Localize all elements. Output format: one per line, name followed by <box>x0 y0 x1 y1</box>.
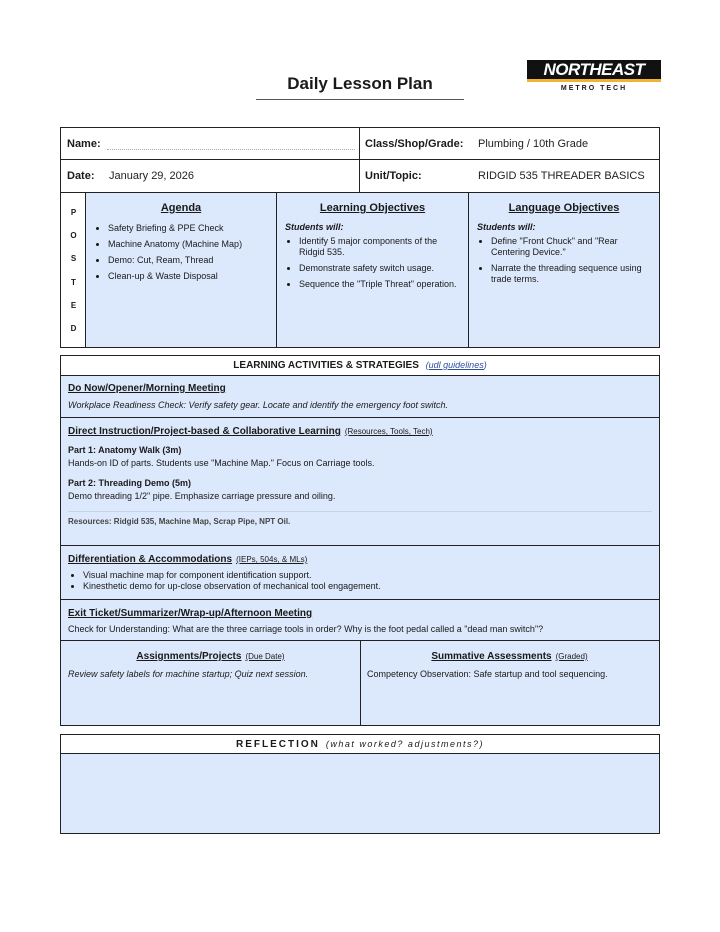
assignments-tag: (Due Date) <box>245 652 285 661</box>
page-title: Daily Lesson Plan <box>287 74 433 93</box>
name-field-line <box>107 149 355 150</box>
date-label: Date: <box>67 170 95 182</box>
exit-ticket-text: Check for Understanding: What are the three carriage tools in order? Why is the foot pedal called a "dead man switch"? <box>68 624 544 634</box>
logo-wordmark: NORTHEAST <box>543 59 645 79</box>
learning-objective-item: • Demonstrate safety switch usage. <box>299 263 460 274</box>
language-objectives-heading: Language Objectives <box>508 202 620 214</box>
differentiation-item: • Kinesthetic demo for up-close observation of mechanical tool engagement. <box>83 581 381 592</box>
posted-letter: O <box>70 231 77 240</box>
activities-panel <box>60 355 660 726</box>
agenda-item: • Machine Anatomy (Machine Map) <box>108 239 268 250</box>
agenda-list <box>108 223 268 282</box>
reflection-panel <box>60 734 660 834</box>
posted-column <box>61 193 86 347</box>
school-logo <box>527 60 661 92</box>
logo-subtitle: METRO TECH <box>560 85 628 92</box>
learning-objective-item: • Sequence the "Triple Threat" operation. <box>299 279 460 290</box>
learning-objectives-column <box>277 193 469 347</box>
posted-letter: S <box>70 254 77 263</box>
do-now-section <box>61 376 659 418</box>
learning-objective-item: • Identify 5 major components of the Ridgid 535. <box>299 236 460 258</box>
unit-value[interactable]: RIDGID 535 THREADER BASICS <box>478 170 645 182</box>
language-objectives-column <box>469 193 659 347</box>
learning-objectives-list <box>299 236 460 290</box>
reflection-title: REFLECTION <box>236 739 320 750</box>
direct-instruction-title: Direct Instruction/Project-based & Collaborative Learning <box>68 426 341 437</box>
reflection-text-area[interactable] <box>61 755 659 833</box>
exit-ticket-title: Exit Ticket/Summarizer/Wrap-up/Afternoon Meeting <box>68 608 313 619</box>
posted-letter: P <box>70 208 77 217</box>
part2-title: Part 2: Threading Demo (5m) <box>68 478 192 488</box>
reflection-heading <box>61 735 659 754</box>
do-now-title: Do Now/Opener/Morning Meeting <box>68 383 226 394</box>
students-will-label: Students will: <box>285 222 344 232</box>
exit-ticket-section <box>61 600 659 641</box>
students-will-label: Students will: <box>477 222 536 232</box>
resources-text: Resources: Ridgid 535, Machine Map, Scrap Pipe, NPT Oil. <box>68 517 291 526</box>
assignments-text: Review safety labels for machine startup; Quiz next session. <box>68 669 309 679</box>
title-underline <box>256 99 464 100</box>
summative-title: Summative Assessments <box>431 651 552 662</box>
differentiation-item: • Visual machine map for component identification support. <box>83 570 381 581</box>
summative-text: Competency Observation: Safe startup and tool sequencing. <box>367 669 608 679</box>
header-table <box>60 127 660 193</box>
objectives-panel <box>60 192 660 348</box>
language-objectives-list <box>491 236 651 285</box>
agenda-item: • Demo: Cut, Ream, Thread <box>108 255 268 266</box>
agenda-item: • Safety Briefing & PPE Check <box>108 223 268 234</box>
part1-title: Part 1: Anatomy Walk (3m) <box>68 445 182 455</box>
class-value[interactable]: Plumbing / 10th Grade <box>478 138 589 150</box>
udl-guidelines-link[interactable]: udl guidelines <box>428 360 484 370</box>
agenda-column <box>86 193 277 347</box>
posted-letter: E <box>70 301 77 310</box>
activities-heading: LEARNING ACTIVITIES & STRATEGIES (udl guidelines) <box>61 356 659 376</box>
direct-instruction-section <box>61 418 659 546</box>
assessment-row <box>61 641 659 725</box>
language-objective-item: • Narrate the threading sequence using trade terms. <box>491 263 651 285</box>
posted-letter: D <box>70 324 77 333</box>
name-label: Name: <box>67 138 101 150</box>
header-divider <box>359 128 360 192</box>
learning-objectives-heading: Learning Objectives <box>319 202 426 214</box>
date-value[interactable]: January 29, 2026 <box>109 170 195 182</box>
activities-title: LEARNING ACTIVITIES & STRATEGIES <box>233 360 419 371</box>
differentiation-section <box>61 546 659 600</box>
resources-divider <box>68 511 652 512</box>
do-now-text: Workplace Readiness Check: Verify safety gear. Locate and identify the emergency foot switch. <box>68 400 449 410</box>
header-row-2 <box>61 160 659 192</box>
summative-tag: (Graded) <box>555 652 588 661</box>
posted-letter: T <box>71 278 76 287</box>
differentiation-list <box>71 570 381 592</box>
part2-text: Demo threading 1/2" pipe. Emphasize carriage pressure and oiling. <box>68 491 336 501</box>
part1-text: Hands-on ID of parts. Students use "Machine Map." Focus on Carriage tools. <box>68 458 375 468</box>
agenda-item: • Clean-up & Waste Disposal <box>108 271 268 282</box>
assignments-title: Assignments/Projects <box>136 651 242 662</box>
differentiation-links[interactable]: (IEPs, 504s, & MLs) <box>236 555 308 564</box>
differentiation-title: Differentiation & Accommodations <box>68 554 233 565</box>
unit-label: Unit/Topic: <box>365 170 422 182</box>
agenda-heading: Agenda <box>160 202 202 214</box>
reflection-subtitle: (what worked? adjustments?) <box>325 739 484 749</box>
class-label: Class/Shop/Grade: <box>365 138 464 150</box>
direct-instruction-links[interactable]: (Resources, Tools, Tech) <box>344 427 433 436</box>
header-row-1 <box>61 128 659 160</box>
language-objective-item: • Define "Front Chuck" and "Rear Centering Device." <box>491 236 651 258</box>
logo-banner <box>527 60 661 82</box>
